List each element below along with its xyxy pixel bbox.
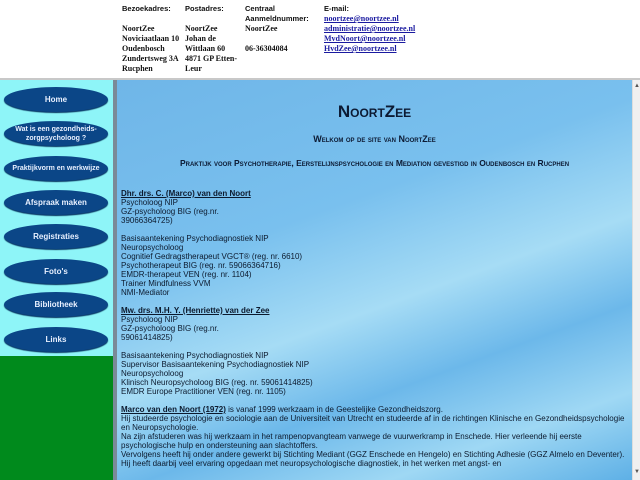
scroll-down-icon[interactable]: ▼ xyxy=(634,469,640,475)
person-henriette: Mw. drs. M.H. Y. (Henriette) van der Zee Psycholoog NIP GZ-psycholoog BIG (reg.nr. 59061414825) xyxy=(121,306,270,342)
subtitle: Praktijk voor Psychotherapie, Eerstelijnspsychologie en Mediation gevestigd in Oudenbosch en Rucphen xyxy=(179,158,570,168)
page-title: NoortZee xyxy=(337,102,412,121)
nav-bibliotheek[interactable]: Bibliotheek xyxy=(4,292,108,317)
bio-marco: Marco van den Noort (1972) is vanaf 1999 werkzaam in de Geestelijke Gezondheidszorg. Hij studeerde psychologie en sociologie aan de Universiteit van Utrecht en studeerde af in de richtingen Klinische en Gezondheidspsychologie en Neuropsychologie. Na zijn afstuderen was hij werkzaam in het rampenopvangteam vanwege de vuurwerkramp in Enschede. Hier verleende hij eerste psychologische hulp en ondersteuning aan slachtoffers. Vervolgens heeft hij onder andere gewerkt bij Stichting Mediant (GGZ Enschede en Hengelo) en Stichting Adhesie (GGZ Almelo en Deventer). Hij heeft daarbij veel ervaring opgedaan met neuropsychologische diagnostiek, in het werken met angst- en xyxy=(121,405,625,468)
postal-address: Postadres: NoortZee Johan de Wittlaan 60 4871 GP Etten- Leur xyxy=(185,4,237,73)
central-number: Centraal Aanmeldnummer: NoortZee 06-36304084 xyxy=(245,4,309,53)
email-link[interactable]: administratie@noortzee.nl xyxy=(324,24,416,33)
nav-registraties[interactable]: Registraties xyxy=(4,224,108,249)
main-content xyxy=(117,80,632,480)
scroll-up-icon[interactable]: ▲ xyxy=(634,83,640,89)
nav-afspraak[interactable]: Afspraak maken xyxy=(4,190,108,215)
nav-home[interactable]: Home xyxy=(4,87,108,112)
nav-links[interactable]: Links xyxy=(4,327,108,352)
welcome-heading: Welkom op de site van NoortZee xyxy=(313,134,436,144)
person-marco: Dhr. drs. C. (Marco) van den Noort Psycholoog NIP GZ-psycholoog BIG (reg.nr. 39066364725) xyxy=(121,189,251,225)
person-name: Mw. drs. M.H. Y. (Henriette) van der Zee xyxy=(121,306,270,315)
contact-header xyxy=(0,0,640,80)
nav-fotos[interactable]: Foto's xyxy=(4,259,108,284)
email-link[interactable]: MvdNoort@noortzee.nl xyxy=(324,34,406,43)
nav-praktijkvorm[interactable]: Praktijkvorm en werkwijze xyxy=(4,156,108,181)
qualifications-marco: Basisaantekening Psychodiagnostiek NIP Neuropsycholoog Cognitief Gedragstherapeut VGCT® (reg. nr. 6610) Psychotherapeut BIG (reg. nr. 59066364716) EMDR-therapeut VEN (reg. nr. 1104) Trainer Mindfulness VVM NMI-Mediator xyxy=(121,234,303,297)
qualifications-henriette: Basisaantekening Psychodiagnostiek NIP Supervisor Basisaantekening Psychodiagnostiek NIP Neuropsycholoog Klinisch Neuropsycholoog BIG (reg. nr. 59061414825) EMDR Europe Practitioner VEN (reg. nr. 1105) xyxy=(121,351,313,396)
email-list: E-mail: noortzee@noortzee.nl administratie@noortzee.nl MvdNoort@noortzee.nl HvdZee@noortzee.nl xyxy=(324,4,416,53)
nav-gz-psycholoog[interactable]: Wat is een gezondheids-zorgpsycholoog ? xyxy=(4,121,108,146)
visit-address: Bezoekadres: NoortZee Noviciaatlaan 10 Oudenbosch Zundertsweg 3A Rucphen xyxy=(122,4,180,73)
email-link[interactable]: HvdZee@noortzee.nl xyxy=(324,44,397,53)
sidebar xyxy=(0,80,113,480)
email-link[interactable]: noortzee@noortzee.nl xyxy=(324,14,399,23)
scrollbar[interactable] xyxy=(632,80,640,480)
person-name: Dhr. drs. C. (Marco) van den Noort xyxy=(121,189,251,198)
